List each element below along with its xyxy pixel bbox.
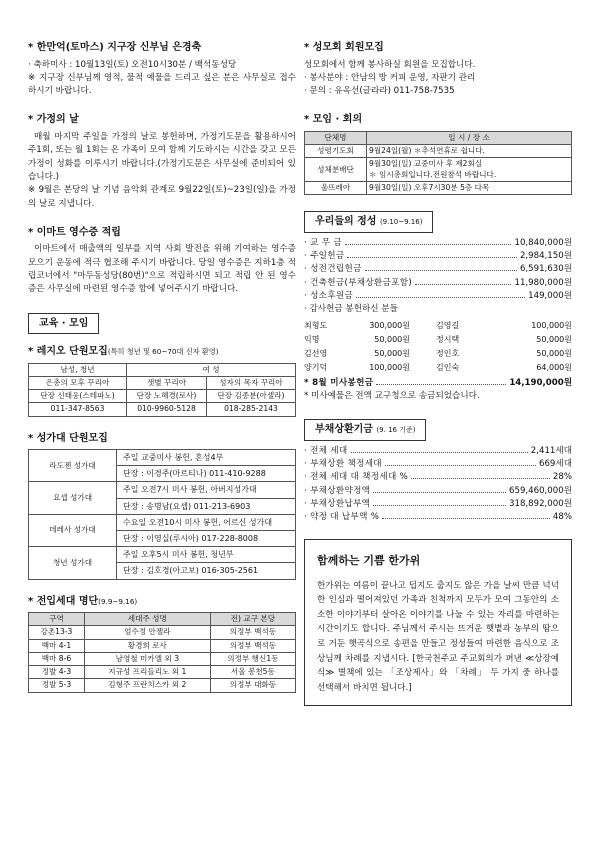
- debt-item: [304, 498, 572, 511]
- family-day-section: [28, 112, 296, 210]
- emart-title: * 이마트 영수증 적립: [28, 226, 121, 238]
- regio-cell: 은총의 모후 꾸리아: [29, 376, 127, 389]
- donor-amount: 50,000원: [374, 334, 410, 344]
- transfer-cell: 남영철 미카엘 외 3: [84, 652, 210, 665]
- meeting-table: [304, 131, 572, 195]
- choir-line: 단장 : 이경주(마르티나) 011-410-9288: [117, 466, 296, 482]
- choir-line: 주일 교중미사 봉헌, 혼성4부: [117, 450, 296, 466]
- offering-value: 149,000원: [528, 290, 572, 301]
- offering-section: [304, 209, 572, 403]
- debt-label: · 약정 대 납부액 %: [304, 512, 380, 523]
- choir-name: 요셉 성가대: [29, 482, 117, 514]
- transfer-section: [28, 594, 296, 693]
- meeting-name: 울뜨레아: [305, 181, 367, 194]
- total-label: * 8월 미사봉헌금: [304, 377, 374, 388]
- meeting-section: [304, 112, 572, 195]
- transfer-cell: 황경희 로사: [84, 639, 210, 652]
- offering-value: 10,840,000원: [514, 237, 572, 248]
- donor-amount: 50,000원: [536, 334, 572, 344]
- education-header: 교육 · 모임: [28, 313, 99, 335]
- transfer-cell: 서울 봉천5동: [210, 666, 295, 679]
- regio-section: [28, 344, 296, 417]
- donor-amount: 50,000원: [536, 348, 572, 358]
- table-row: [29, 626, 296, 639]
- table-row: [29, 482, 296, 498]
- transfer-cell: 의정부 백석동: [210, 626, 295, 639]
- donor-name: 김선영: [304, 348, 328, 358]
- regio-cell: 011-347-8563: [29, 403, 127, 416]
- chuseok-essay-box: [304, 539, 572, 707]
- donor-amount: 64,000원: [536, 362, 572, 372]
- regio-head-men: 남성, 청년: [29, 363, 127, 376]
- offering-label: · 성전건립헌금: [304, 264, 362, 275]
- table-row: [305, 181, 572, 194]
- table-row: [29, 514, 296, 530]
- recruit-line: 성모회에서 함께 봉사하실 회원을 모집합니다.: [304, 59, 476, 70]
- regio-table: [28, 363, 296, 417]
- leader-dots: [373, 487, 506, 493]
- essay-body: 한가위는 여름이 끝나고 덥지도 춥지도 않은 가을 날씨 만큼 넉넉한 인심과 떨어져있던 가족과 친척까지 모두가 모여 그동안의 소소한 이야기부터 살아온 이야기를 나눌 수 있는 자리를 마련하는 시간이기도 합니다. 주님께서 주시는 뜨거운 햇볕과 농부의 땀으로 거둔 햇곡식으로 송편을 만들고 정성들여 마련한 음식으로 조상님께 차례를 지냅시다. [한국천주교 주교회의가 펴낸 ≪상장예식≫ 별책에 있는 「조상제사」와 「차례」 두 가지 중 하나를 선택해서 바치면 됩니다.]: [317, 580, 559, 693]
- regio-head-women: 여 성: [127, 363, 296, 376]
- regio-cell: 단장 김종분(아셀라): [206, 390, 295, 403]
- debt-value: 2,411세대: [530, 445, 572, 456]
- donor-name: 정시택: [436, 334, 460, 344]
- regio-cell: 성자의 목자 꾸리아: [206, 376, 295, 389]
- table-row: [29, 450, 296, 466]
- transfer-title-text: * 전입세대 명단: [28, 595, 99, 607]
- leader-dots: [415, 279, 511, 285]
- recruit-title: * 성모회 회원모집: [304, 42, 384, 53]
- donor-amount: 300,000원: [369, 320, 410, 330]
- transfer-cell: 의정부 백석동: [210, 639, 295, 652]
- offering-subtitle: (9.10~9.16): [379, 218, 423, 227]
- meeting-info: 9월24일(월) ＊추석연휴로 쉽니다.: [367, 145, 572, 158]
- regio-title: [28, 344, 296, 360]
- transfer-cell: 강촌13-3: [29, 626, 85, 639]
- offering-value: 2,984,150원: [519, 251, 572, 261]
- regio-cell: 010-9960-5128: [127, 403, 207, 416]
- thomas-offering-note: ※ 지구장 신부님께 영적, 물적 예물을 드리고 싶은 분은 사무실로 접수 하시기 바랍니다.: [28, 72, 296, 97]
- meeting-info-line: ＊ 임시총회입니다.전원참석 바랍니다.: [369, 169, 497, 179]
- choir-line: 단장 : 송명남(요셉) 011-213-6903: [117, 498, 296, 514]
- choir-line: 주일 오전7시 미사 봉헌, 아버지성가대: [117, 482, 296, 498]
- donor-name: 정인호: [436, 348, 460, 358]
- offering-item: [304, 290, 572, 303]
- offering-label: · 성소후원금: [304, 290, 354, 301]
- table-row: [29, 639, 296, 652]
- leader-dots: [365, 265, 517, 271]
- transfer-cell: 정발 4-3: [29, 666, 85, 679]
- regio-cell: 샛별 꾸리아: [127, 376, 207, 389]
- transfer-title: [28, 594, 296, 610]
- debt-value: 669세대: [538, 459, 572, 469]
- right-column: [304, 40, 572, 706]
- table-row: [305, 158, 572, 182]
- leader-dots: [373, 500, 506, 506]
- table-row: [29, 376, 296, 389]
- choir-table: [28, 449, 296, 580]
- meeting-head: 단체명: [305, 131, 367, 144]
- choir-line: 단장 : 김호경(아고보) 016-305-2561: [117, 563, 296, 579]
- transfer-cell: 의정부 대화동: [210, 679, 295, 692]
- transfer-cell: 백마 8-6: [29, 652, 85, 665]
- leader-dots: [351, 447, 528, 453]
- regio-title-text: * 레지오 단원모집: [28, 346, 108, 358]
- leader-dots: [347, 252, 516, 258]
- transfer-cell: 정발 5-3: [29, 679, 85, 692]
- left-column: [28, 40, 296, 707]
- offering-label: · 건축헌금(부채상환금포함): [304, 277, 412, 288]
- table-row: [29, 679, 296, 692]
- debt-item: [304, 511, 572, 524]
- debt-item: [304, 485, 572, 498]
- meeting-name: 성체분배단: [305, 158, 367, 182]
- leader-dots: [382, 513, 550, 519]
- leader-dots: [356, 292, 525, 298]
- transfer-cell: 김형주 프란치스카 외 2: [84, 679, 210, 692]
- donor-grid: [304, 319, 572, 375]
- table-row: [29, 652, 296, 665]
- debt-label: · 전체 세대: [304, 445, 348, 456]
- donor-name: 김영길: [436, 320, 460, 330]
- table-row: [29, 390, 296, 403]
- choir-line: 수요일 오전10시 미사 봉헌, 어르신 성가대: [117, 514, 296, 530]
- offering-item: [304, 277, 572, 290]
- donor-amount: 50,000원: [374, 348, 410, 358]
- leader-dots: [345, 239, 512, 245]
- transfer-table: [28, 612, 296, 693]
- family-note: ※ 9월은 본당의 날 기념 음악회 관계로 9월22일(토)~23일(일)을 가정의 날로 지냅니다.: [28, 185, 296, 209]
- meeting-head: 일 시 / 장 소: [367, 131, 572, 144]
- debt-section: [304, 417, 572, 524]
- meeting-info: [367, 158, 572, 182]
- debt-subtitle: (9. 16 기준): [376, 426, 416, 435]
- leader-dots: [411, 473, 550, 479]
- choir-line: 단장 : 이영실(루시아) 017-228-8008: [117, 531, 296, 547]
- meeting-info-line: 9월30일(일) 교중미사 후 제2회실: [369, 159, 483, 169]
- table-header-row: [305, 131, 572, 144]
- meeting-title: * 모임 · 회의: [304, 114, 363, 126]
- choir-section: [28, 431, 296, 580]
- debt-item: [304, 458, 572, 471]
- table-row: [29, 666, 296, 679]
- donor-name: 김인숙: [436, 362, 460, 372]
- emart-body: 이마트에서 매출액의 일부를 지역 사회 발전을 위해 기여하는 영수증 모으기 운동에 적극 협조해 주시기 바랍니다. 당일 영수증은 지하1층 적립코너에서 "마두동성당(80번)"으로 적립하시면 되고 적립 안 된 영수증은 사무실에 마련된 영수증 함에 넣어주시기 바랍니다.: [28, 244, 296, 295]
- debt-value: 318,892,000원: [509, 498, 572, 509]
- debt-value: 28%: [552, 472, 572, 483]
- transfer-head: 전) 교구 본당: [210, 613, 295, 626]
- debt-value: 659,460,000원: [509, 485, 572, 496]
- offering-value: 11,980,000원: [514, 277, 572, 288]
- debt-title-text: 부채상환기금: [315, 424, 373, 436]
- transfer-head: 세대주 성명: [84, 613, 210, 626]
- debt-label: · 전체 세대 대 책정세대 %: [304, 472, 409, 483]
- emart-receipt-section: [28, 225, 296, 297]
- donor-name: 익명: [304, 334, 320, 344]
- transfer-cell: 지규성 프리들리노 외 1: [84, 666, 210, 679]
- table-row: [305, 145, 572, 158]
- offering-title: [304, 211, 433, 233]
- offering-label: · 주일헌금: [304, 251, 345, 261]
- regio-subtitle: (특히 청년 및 60~70대 신자 환영): [107, 347, 219, 357]
- choir-name: 청년 성가대: [29, 547, 117, 579]
- transfer-head: 구역: [29, 613, 85, 626]
- mass-offering-total: [304, 377, 572, 390]
- debt-label: · 부채상환납부액: [304, 498, 371, 509]
- choir-name: 라도젠 성가대: [29, 450, 117, 482]
- total-value: 14,190,000원: [509, 377, 572, 388]
- transfer-cell: 의정부 행신1동: [210, 652, 295, 665]
- thanks-label: · 감사헌금 봉헌하신 분들: [304, 304, 398, 315]
- leader-dots: [376, 379, 506, 385]
- thomas-mass-line: · 축하미사 : 10월13일(토) 오전10시30분 / 백석동성당: [28, 59, 237, 70]
- table-header-row: [29, 613, 296, 626]
- thomas-anniversary-section: [28, 40, 296, 98]
- recruit-section: [304, 40, 572, 98]
- debt-label: · 부채상환 책정세대: [304, 459, 382, 469]
- essay-title: 함께하는 기쁨 한가위: [317, 553, 421, 567]
- total-note: * 미사예물은 전액 교구청으로 송금되었습니다.: [304, 390, 480, 401]
- offering-item: [304, 237, 572, 250]
- debt-title: [304, 419, 426, 441]
- recruit-line: · 봉사분야 : 안남의 방 커피 운영, 자판기 관리: [304, 72, 476, 83]
- offering-label: · 교 무 금: [304, 237, 342, 248]
- debt-item: [304, 471, 572, 484]
- regio-cell: 018-285-2143: [206, 403, 295, 416]
- offering-item: [304, 263, 572, 276]
- choir-title: * 성가대 단원모집: [28, 432, 108, 444]
- choir-line: 주일 오후5시 미사 봉헌, 청년부: [117, 547, 296, 563]
- transfer-subtitle: (9.9~9.16): [98, 596, 138, 606]
- donor-name: 최형도: [304, 320, 328, 330]
- regio-cell: 단장 신태웅(스테파노): [29, 390, 127, 403]
- thomas-title: * 한만억(토마스) 지구장 신부님 은경축: [28, 42, 202, 53]
- family-title: * 가정의 날: [28, 114, 79, 126]
- table-row: [29, 547, 296, 563]
- offering-item: [304, 250, 572, 263]
- meeting-name: 성령기도회: [305, 145, 367, 158]
- donor-amount: 100,000원: [531, 320, 572, 330]
- table-row: [29, 403, 296, 416]
- regio-cell: 단장 노혜경(로사): [127, 390, 207, 403]
- debt-item: [304, 445, 572, 458]
- debt-label: · 부채상환약정액: [304, 485, 371, 496]
- transfer-cell: 백마 4-1: [29, 639, 85, 652]
- recruit-line: · 문의 : 유옥선(글라라) 011-758-7535: [304, 86, 455, 97]
- meeting-info: 9월30일(일) 오후7시30분 5층 다목: [367, 181, 572, 194]
- choir-name: 데레사 성가대: [29, 514, 117, 546]
- debt-value: 48%: [552, 512, 572, 523]
- donor-name: 양기덕: [304, 362, 328, 372]
- leader-dots: [385, 460, 536, 466]
- offering-title-text: 우리들의 정성: [315, 216, 377, 228]
- donor-amount: 100,000원: [369, 362, 410, 372]
- offering-value: 6,591,630원: [519, 264, 572, 275]
- family-body: 매월 마지막 주일을 가정의 날로 봉헌하며, 가정기도문을 활용하시어 주1회, 또는 월 1회는 온 가족이 모여 함께 기도하시는 시간을 갖고 모든 가정이 성화를 이루시기 바랍니다.(가정기도문은 사무실에 준비되어 있습니다.): [28, 131, 296, 182]
- transfer-cell: 엄수정 안젤라: [84, 626, 210, 639]
